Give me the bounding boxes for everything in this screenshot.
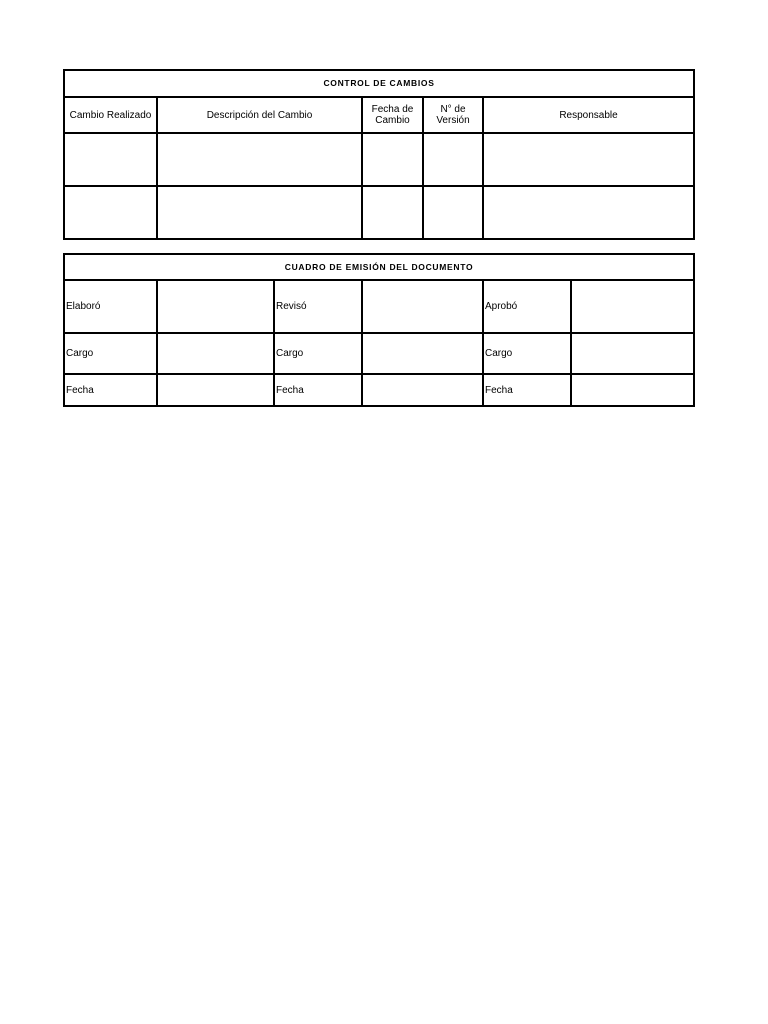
cell-responsable bbox=[483, 133, 694, 186]
cell-responsable bbox=[483, 186, 694, 239]
table-row bbox=[64, 133, 694, 186]
header-version-line2: Versión bbox=[436, 115, 470, 126]
header-responsable: Responsable bbox=[483, 97, 694, 133]
value-cargo-aprobo bbox=[571, 333, 694, 374]
header-fecha-line2: Cambio bbox=[375, 115, 410, 126]
label-fecha-reviso: Fecha bbox=[274, 374, 362, 406]
control-de-cambios-table bbox=[63, 69, 695, 240]
cell-cambio-realizado bbox=[64, 186, 157, 239]
table-row bbox=[64, 333, 694, 374]
cell-cambio-realizado bbox=[64, 133, 157, 186]
label-aprobo: Aprobó bbox=[483, 280, 571, 333]
value-cargo-elaboro bbox=[157, 333, 274, 374]
label-fecha-elaboro: Fecha bbox=[64, 374, 157, 406]
label-cargo-elaboro: Cargo bbox=[64, 333, 157, 374]
header-fecha-de-cambio bbox=[362, 97, 423, 133]
cuadro-de-emision-table bbox=[63, 253, 695, 407]
cell-fecha bbox=[362, 186, 423, 239]
value-elaboro bbox=[157, 280, 274, 333]
label-reviso: Revisó bbox=[274, 280, 362, 333]
header-cambio-realizado: Cambio Realizado bbox=[64, 97, 157, 133]
value-aprobo bbox=[571, 280, 694, 333]
value-cargo-reviso bbox=[362, 333, 483, 374]
table-row bbox=[64, 186, 694, 239]
label-cargo-aprobo: Cargo bbox=[483, 333, 571, 374]
cell-fecha bbox=[362, 133, 423, 186]
cell-descripcion bbox=[157, 133, 362, 186]
cuadro-de-emision-title: CUADRO DE EMISIÓN DEL DOCUMENTO bbox=[64, 254, 694, 280]
cell-version bbox=[423, 133, 483, 186]
table-row bbox=[64, 280, 694, 333]
header-numero-de-version bbox=[423, 97, 483, 133]
header-version-line1: N° de bbox=[440, 104, 466, 115]
control-de-cambios-title: CONTROL DE CAMBIOS bbox=[64, 70, 694, 97]
value-fecha-elaboro bbox=[157, 374, 274, 406]
label-cargo-reviso: Cargo bbox=[274, 333, 362, 374]
cell-descripcion bbox=[157, 186, 362, 239]
value-reviso bbox=[362, 280, 483, 333]
value-fecha-aprobo bbox=[571, 374, 694, 406]
label-elaboro: Elaboró bbox=[64, 280, 157, 333]
table-row bbox=[64, 374, 694, 406]
label-fecha-aprobo: Fecha bbox=[483, 374, 571, 406]
header-descripcion-del-cambio: Descripción del Cambio bbox=[157, 97, 362, 133]
value-fecha-reviso bbox=[362, 374, 483, 406]
cell-version bbox=[423, 186, 483, 239]
header-fecha-line1: Fecha de bbox=[371, 104, 414, 115]
